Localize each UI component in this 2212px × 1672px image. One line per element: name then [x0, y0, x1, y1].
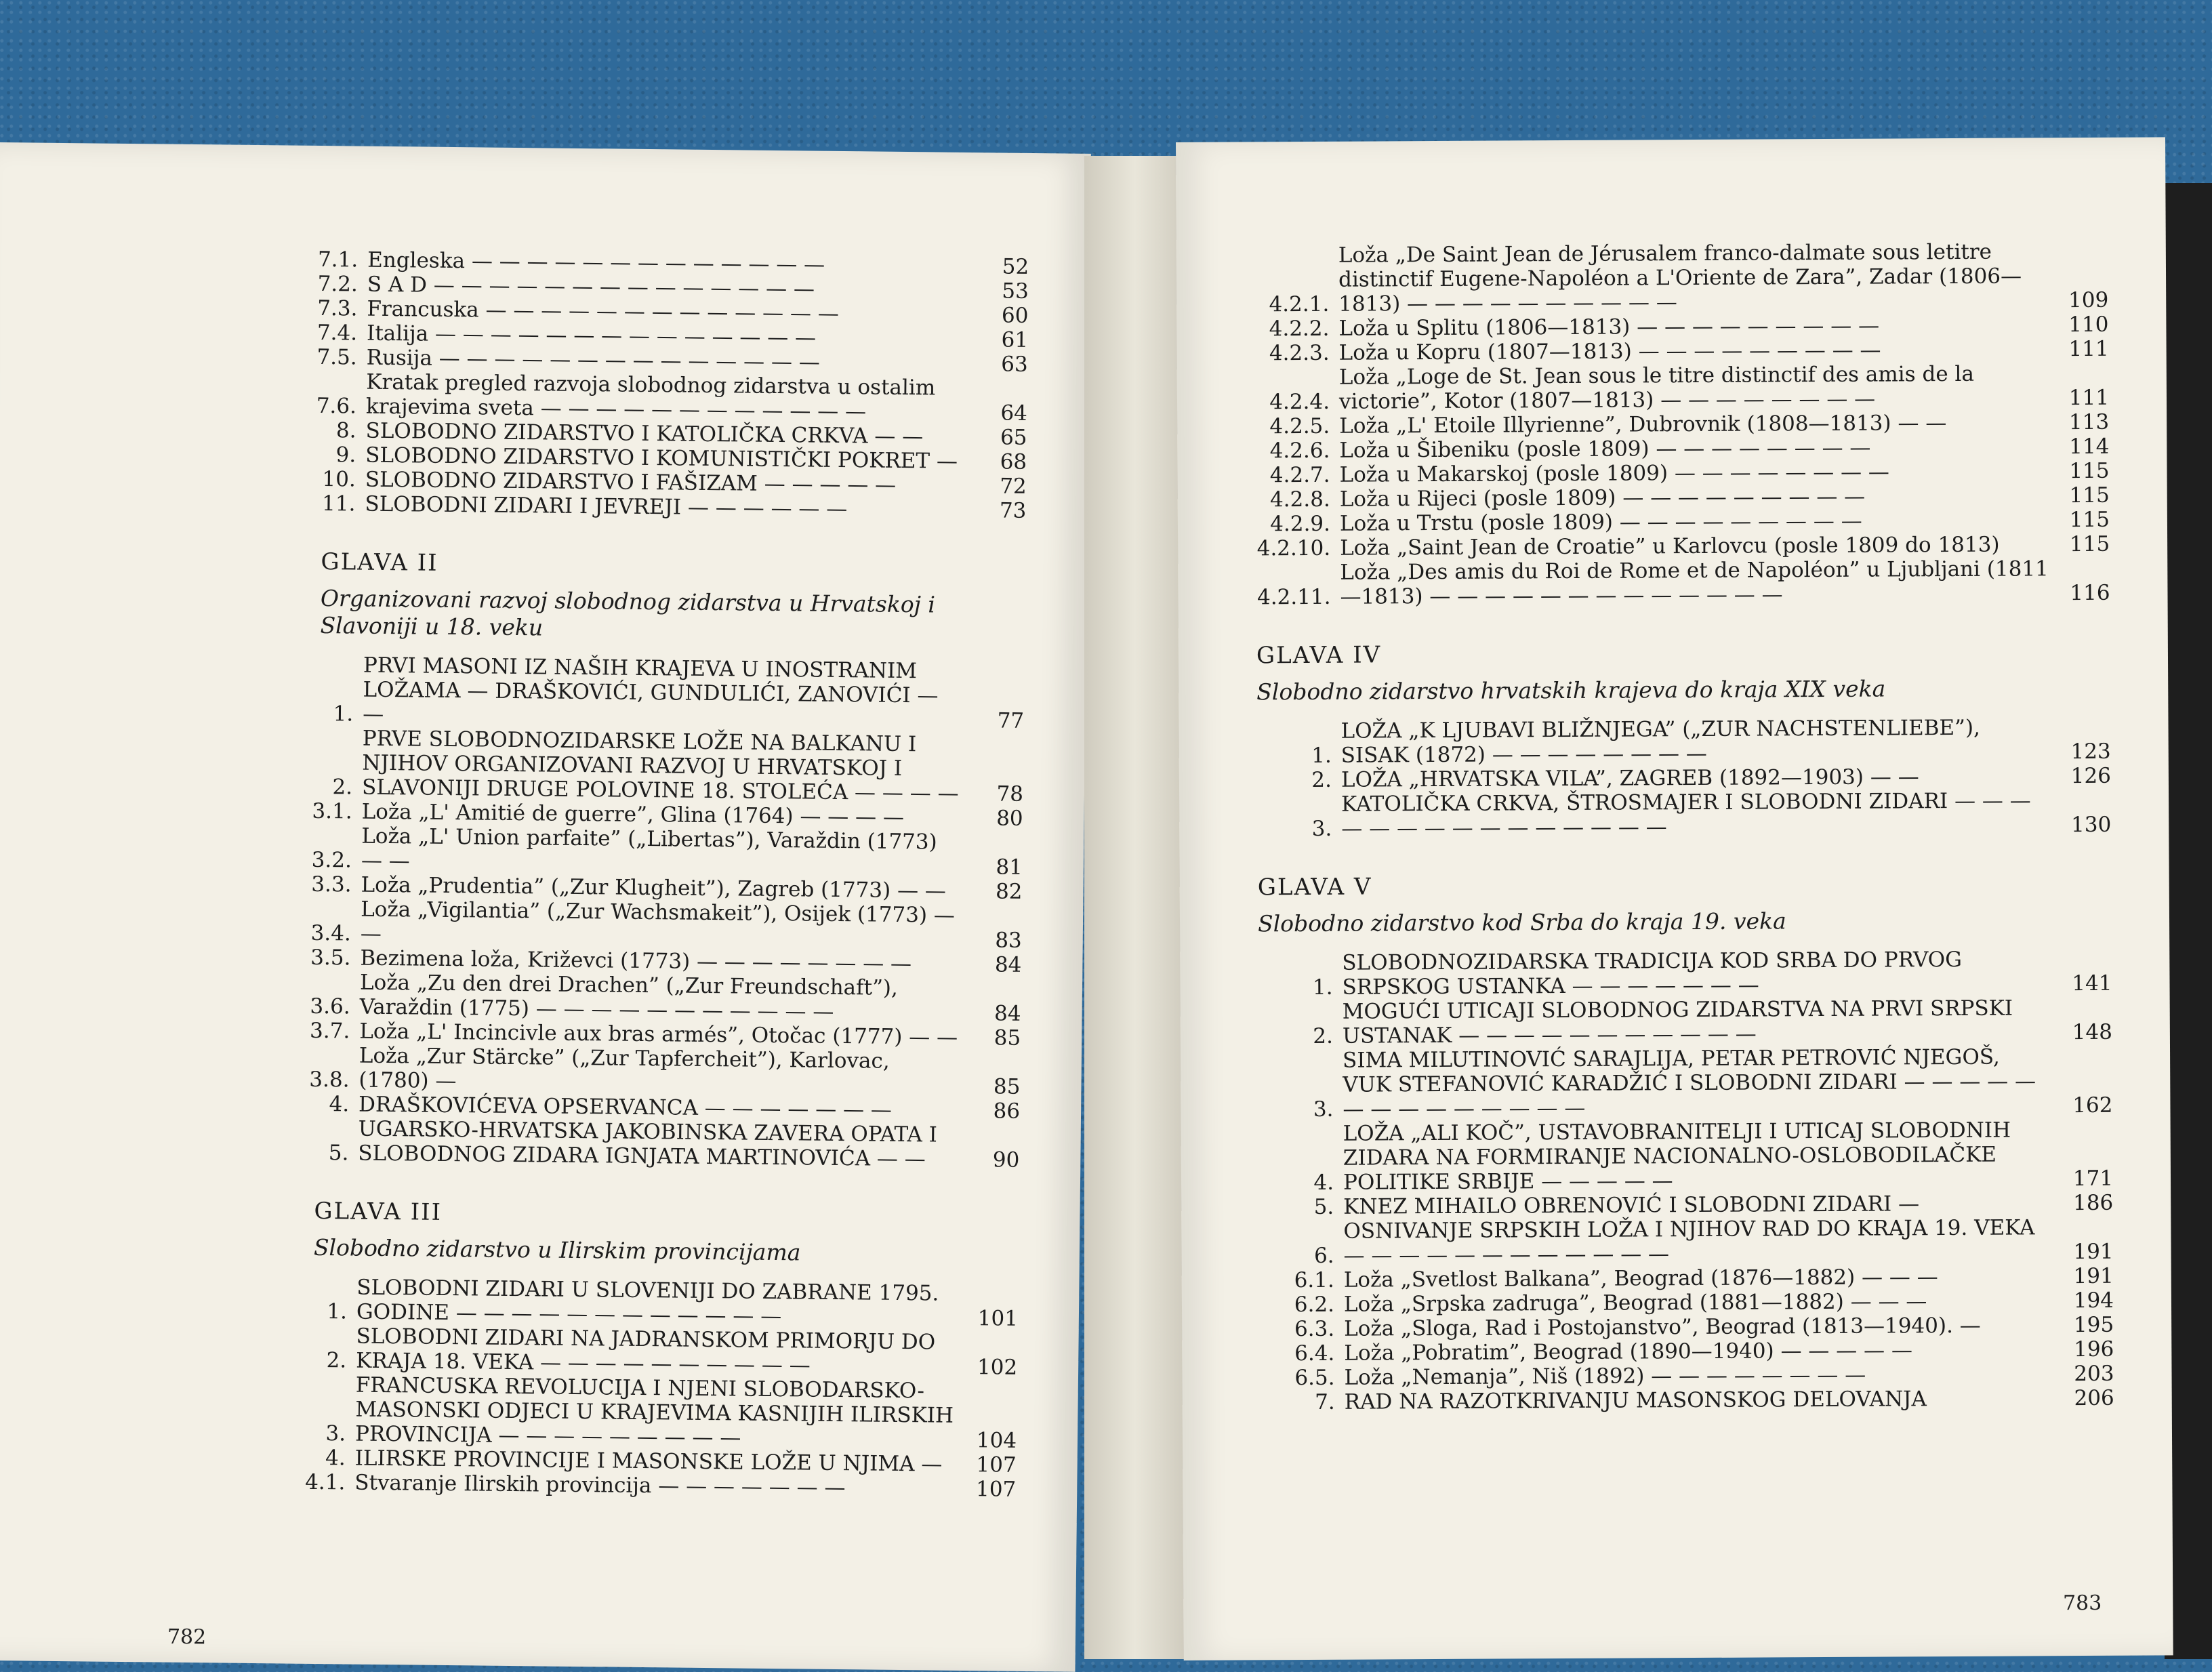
toc-entry-title: Stvaranje Ilirskih provincija — — — — — — —: [354, 1470, 846, 1501]
toc-entry-number: 6.3.: [1294, 1316, 1335, 1342]
toc-entry-page: 73: [999, 498, 1027, 523]
toc-entry-number: 9.: [335, 443, 356, 468]
toc-entry-page: 65: [1000, 425, 1027, 450]
toc-entry-title: Loža „Nemanja”, Niš (1892) — — — — — — — —: [1344, 1362, 1866, 1390]
toc-entry: [286, 1275, 1019, 1331]
toc-entry-title: LOŽA „ALI KOČ”, USTAVOBRANITELJI I UTICAJ SLOBODNIH ZIDARA NA FORMIRANJE NACIONALNO-OSLOBODILAČKE POLITIKE SRBIJE — — — — —: [1343, 1118, 2011, 1195]
toc-entry-title: PRVE SLOBODNOZIDARSKE LOŽE NA BALKANU I NJIHOV ORGANIZOVANI RAZVOJ U HRVATSKOJ I SLAVONIJI DRUGE POLOVINE 18. STOLEĆA — — — —: [361, 726, 959, 806]
toc-entry-page: 123: [2070, 739, 2111, 764]
toc-entry-number: 4.2.11.: [1256, 584, 1331, 610]
toc-entry-title: Loža „Srpska zadruga”, Beograd (1881—1882) — — —: [1343, 1289, 1927, 1317]
toc-entry-title: Loža „L' Etoile Illyrienne”, Dubrovnik (1808—1813) — —: [1339, 411, 1947, 439]
toc-entry-title: OSNIVANJE SRPSKIH LOŽA I NJIHOV RAD DO KRAJA 19. VEKA — — — — — — — — — — — —: [1343, 1215, 2035, 1268]
toc-entry-page: 84: [994, 1001, 1021, 1026]
toc-list-chapter2: [287, 653, 1025, 1173]
toc-list-left-top: [294, 247, 1029, 523]
toc-entry: [288, 1043, 1021, 1099]
toc-entry-page: 104: [976, 1428, 1017, 1453]
toc-entry-page: 206: [2074, 1385, 2114, 1411]
toc-entry-title: UGARSKO-HRVATSKA JAKOBINSKA ZAVERA OPATA I SLOBODNOG ZIDARA IGNJATA MARTINOVIĆA — —: [358, 1116, 938, 1172]
toc-entry-page: 85: [994, 1025, 1021, 1051]
toc-entry-title: Loža u Kopru (1807—1813) — — — — — — — — —: [1338, 338, 1881, 365]
toc-entry-number: 2.: [1311, 767, 1332, 792]
toc-entry-number: 4.: [1313, 1170, 1334, 1195]
chapter-heading: GLAVA V: [1257, 873, 1372, 901]
toc-entry-page: 194: [2073, 1288, 2114, 1313]
toc-entry-page: 126: [2070, 763, 2112, 789]
toc-entry-page: 60: [1001, 303, 1029, 328]
toc-entry-page: 109: [2068, 287, 2109, 313]
chapter-title: Slobodno zidarstvo u Ilirskim provincijama: [313, 1233, 801, 1266]
toc-entry: [1256, 715, 2110, 769]
toc-entry-page: 130: [2071, 812, 2112, 838]
toc-entry-number: 4.1.: [304, 1469, 346, 1495]
toc-entry-page: 115: [2069, 483, 2110, 508]
chapter-title: Organizovani razvoj slobodnog zidarstva u Hrvatskoj i Slavoniji u 18. veku: [320, 584, 936, 641]
toc-entry-page: 61: [1001, 327, 1029, 352]
toc-entry-number: 4.2.1.: [1269, 291, 1330, 317]
toc-entry-page: 68: [1000, 449, 1027, 474]
toc-entry-number: 3.: [1313, 1097, 1334, 1122]
toc-entry-number: 1.: [1312, 975, 1333, 1000]
right-toc: [1254, 239, 2114, 1415]
toc-entry-number: 1.: [1311, 743, 1332, 768]
toc-entry-title: SLOBODNI ZIDARI U SLOVENIJI DO ZABRANE 1795. GODINE — — — — — — — — — — — —: [356, 1275, 939, 1329]
toc-entry-page: 191: [2073, 1239, 2114, 1265]
toc-entry-title: PRVI MASONI IZ NAŠIH KRAJEVA U INOSTRANIM LOŽAMA — DRAŠKOVIĆI, GUNDULIĆI, ZANOVIĆI — —: [363, 653, 939, 727]
toc-entry-page: 81: [996, 855, 1023, 880]
toc-entry: [1258, 996, 2112, 1049]
page-number: 782: [167, 1625, 207, 1650]
right-page: [1176, 137, 2173, 1660]
toc-entry-number: 4.2.7.: [1269, 462, 1330, 488]
book-gutter: [1084, 156, 1186, 1659]
toc-entry-number: 7.6.: [316, 393, 357, 419]
toc-entry-title: Rusija — — — — — — — — — — — — — —: [366, 345, 821, 375]
left-page: [0, 142, 1091, 1672]
toc-entry-number: 7.3.: [317, 295, 358, 321]
chapter-title: Slobodno zidarstvo kod Srba do kraja 19. veka: [1257, 908, 1786, 937]
toc-entry-number: 3.2.: [311, 847, 352, 873]
toc-entry: [291, 823, 1023, 880]
toc-entry-number: 6.2.: [1294, 1292, 1335, 1318]
page-number: 783: [2062, 1591, 2102, 1616]
toc-entry-page: 107: [976, 1452, 1017, 1477]
toc-entry-page: 101: [977, 1306, 1019, 1331]
toc-entry-number: 2.: [326, 1348, 347, 1373]
toc-entry-title: SLOBODNOZIDARSKA TRADICIJA KOD SRBA DO PRVOG SRPSKOG USTANKA — — — — — — —: [1342, 947, 1963, 1000]
toc-entry-page: 64: [1000, 401, 1028, 426]
chapter-heading: GLAVA IV: [1256, 641, 1382, 670]
toc-entry-number: 2.: [332, 775, 353, 800]
toc-entry: [1256, 556, 2110, 610]
toc-entry-title: S A D — — — — — — — — — — — — — —: [367, 272, 815, 302]
toc-entry-title: KNEZ MIHAILO OBRENOVIĆ I SLOBODNI ZIDARI —: [1343, 1191, 1920, 1219]
toc-entry-title: Loža „Vigilantia” („Zur Wachsmakeit”), Osijek (1773) — —: [360, 897, 956, 946]
toc-entry-page: 162: [2072, 1093, 2113, 1118]
toc-entry-title: SIMA MILUTINOVIĆ SARAJLIJA, PETAR PETROVIĆ NJEGOŠ, VUK STEFANOVIĆ KARADŽIĆ I SLOBODNI ZIDARI — — — — — — — — — — — — — —: [1343, 1044, 2036, 1122]
toc-entry-title: Loža „Zur Stärcke” („Zur Tapfercheit”), Karlovac, (1780) —: [359, 1043, 890, 1094]
toc-entry-title: Loža „Svetlost Balkana”, Beograd (1876—1882) — — —: [1343, 1265, 1938, 1292]
toc-entry-title: Loža „L' Incincivle aux bras armés”, Otočac (1777) — —: [359, 1019, 958, 1050]
toc-entry-number: 7.: [1315, 1389, 1335, 1414]
toc-entry-number: 4.2.6.: [1269, 438, 1330, 464]
toc-entry-page: 203: [2074, 1361, 2114, 1387]
toc-entry: [1259, 1118, 2114, 1196]
toc-entry-page: 110: [2068, 312, 2109, 338]
toc-entry-number: 2.: [1313, 1023, 1334, 1048]
toc-list-right-top: [1254, 239, 2110, 610]
toc-entry-page: 102: [977, 1355, 1018, 1380]
toc-entry: [285, 1324, 1018, 1380]
toc-entry-number: 4.2.5.: [1269, 413, 1330, 439]
toc-entry: [291, 726, 1024, 807]
toc-entry-page: 114: [2069, 434, 2110, 460]
toc-entry-title: Kratak pregled razvoja slobodnog zidarstva u ostalim krajevima sveta — — — — — — — — — — — —: [365, 369, 936, 424]
toc-entry: [290, 897, 1023, 953]
toc-entry-number: 7.1.: [317, 247, 359, 272]
toc-entry-title: Loža „Des amis du Roi de Rome et de Napoléon” u Ljubljani (1811—1813) — — — — — — — — — — — — —: [1340, 556, 2049, 609]
toc-entry: [1257, 788, 2111, 842]
toc-entry-title: RAD NA RAZOTKRIVANJU MASONSKOG DELOVANJA: [1344, 1387, 1927, 1414]
toc-entry-title: Francuska — — — — — — — — — — — — —: [367, 296, 839, 326]
toc-entry-title: MOGUĆI UTICAJI SLOBODNOG ZIDARSTVA NA PRVI SRPSKI USTANAK — — — — — — — — — — —: [1342, 996, 2013, 1048]
toc-entry-page: 86: [993, 1099, 1021, 1124]
toc-entry-title: Loža „Pobratim”, Beograd (1890—1940) — — — — —: [1344, 1338, 1913, 1366]
chapter-title: Slobodno zidarstvo hrvatskih krajeva do kraja XIX veka: [1256, 675, 1886, 706]
toc-entry-number: 3.4.: [310, 920, 351, 946]
toc-entry-number: 6.1.: [1294, 1267, 1334, 1293]
toc-entry-page: 116: [2070, 580, 2110, 606]
toc-entry-number: 4.2.2.: [1269, 316, 1330, 342]
toc-entry-number: 4.2.3.: [1269, 340, 1330, 366]
toc-entry-number: 3.5.: [310, 945, 351, 971]
toc-entry-page: 63: [1001, 352, 1028, 377]
toc-entry-title: Loža „L' Amitié de guerre”, Glina (1764) — — — —: [361, 799, 905, 830]
toc-entry: [1258, 947, 2112, 1000]
toc-entry-number: 6.5.: [1294, 1365, 1335, 1391]
toc-entry: [1258, 1044, 2113, 1122]
toc-entry-number: 1.: [333, 701, 354, 727]
toc-list-chapter5: [1258, 947, 2114, 1415]
toc-entry-page: 195: [2073, 1312, 2114, 1338]
toc-entry-number: 7.5.: [316, 344, 357, 370]
toc-entry-title: Loža „Prudentia” („Zur Klugheit”), Zagreb (1773) — —: [361, 872, 947, 903]
toc-list-chapter4: [1256, 715, 2111, 842]
toc-entry-page: 72: [1000, 474, 1027, 499]
toc-entry-page: 115: [2069, 507, 2110, 533]
toc-entry-page: 82: [995, 879, 1023, 904]
toc-entry: [1255, 361, 2109, 415]
toc-entry-title: ILIRSKE PROVINCIJE I MASONSKE LOŽE U NJIMA —: [354, 1446, 943, 1477]
toc-entry-page: 186: [2072, 1190, 2114, 1216]
chapter-heading: GLAVA III: [314, 1197, 443, 1226]
toc-entry: [292, 653, 1025, 733]
toc-entry-title: Loža u Rijeci (posle 1809) — — — — — — — — —: [1339, 484, 1866, 512]
toc-entry-page: 111: [2068, 336, 2109, 362]
toc-entry-page: 53: [1002, 279, 1029, 304]
toc-entry-page: 148: [2072, 1019, 2112, 1045]
toc-entry-page: 84: [994, 952, 1022, 977]
toc-entry-title: Loža u Makarskoj (posle 1809) — — — — — — — —: [1339, 460, 1889, 487]
toc-entry-number: 3.8.: [309, 1067, 350, 1093]
toc-entry: [289, 970, 1021, 1026]
toc-entry-title: Loža u Šibeniku (posle 1809) — — — — — — — —: [1339, 435, 1871, 463]
toc-entry-page: 115: [2069, 458, 2110, 484]
toc-entry-page: 80: [996, 806, 1023, 831]
toc-entry-number: 3.: [1311, 816, 1332, 841]
toc-entry-title: SLOBODNO ZIDARSTVO I FAŠIZAM — — — — —: [365, 467, 897, 497]
toc-entry-number: 10.: [322, 467, 356, 492]
toc-entry-title: Loža „Sloga, Rad i Postojanstvo”, Beograd (1813—1940). —: [1344, 1313, 1981, 1341]
toc-entry-number: 4.2.4.: [1269, 389, 1330, 415]
toc-entry-number: 4.: [325, 1446, 346, 1471]
toc-entry-number: 4.: [329, 1092, 350, 1117]
toc-entry-title: Loža „L' Union parfaite” („Libertas”), Varaždin (1773) — —: [361, 823, 937, 874]
toc-entry: [285, 1372, 1017, 1453]
toc-entry-number: 1.: [327, 1299, 348, 1324]
toc-entry-page: 85: [993, 1074, 1021, 1099]
toc-entry-page: 141: [2072, 971, 2112, 996]
toc-entry-number: 5.: [1313, 1194, 1334, 1219]
toc-entry-page: 83: [995, 928, 1022, 953]
toc-entry-title: Italija — — — — — — — — — — — — — —: [366, 321, 817, 350]
toc-entry-number: 3.3.: [311, 872, 352, 897]
toc-entry-page: 52: [1002, 254, 1029, 279]
toc-entry-page: 111: [2068, 385, 2110, 411]
toc-list-chapter3: [284, 1275, 1018, 1502]
toc-entry-title: KATOLIČKA CRKVA, ŠTROSMAJER I SLOBODNI ZIDARI — — — — — — — — — — — — — — —: [1341, 788, 2031, 841]
toc-entry-title: Loža u Splitu (1806—1813) — — — — — — — — —: [1338, 313, 1880, 341]
toc-entry-number: 7.4.: [316, 320, 358, 346]
toc-entry-title: FRANCUSKA REVOLUCIJA I NJENI SLOBODARSKO-MASONSKI ODJECI U KRAJEVIMA KASNIJIH ILIRSKIH PROVINCIJA — — — — — — — — —: [354, 1372, 954, 1450]
toc-entry-title: SLOBODNI ZIDARI I JEVREJI — — — — — —: [365, 491, 848, 522]
toc-entry-number: 4.2.9.: [1270, 511, 1331, 537]
toc-entry: [287, 1116, 1020, 1173]
toc-entry-page: 77: [997, 708, 1025, 733]
toc-entry-number: 3.7.: [309, 1018, 350, 1044]
toc-entry: [295, 369, 1028, 426]
toc-entry-title: SLOBODNI ZIDARI NA JADRANSKOM PRIMORJU DO KRAJA 18. VEKA — — — — — — — — — —: [356, 1324, 936, 1378]
toc-entry-title: Loža u Trstu (posle 1809) — — — — — — — — —: [1339, 508, 1862, 536]
toc-entry-page: 196: [2074, 1337, 2114, 1362]
toc-entry-title: LOŽA „HRVATSKA VILA”, ZAGREB (1892—1903) — —: [1340, 764, 1919, 792]
toc-entry-title: Loža „De Saint Jean de Jérusalem franco-dalmate sous letitre distinctif Eugene-Napoléon a L'Oriente de Zara”, Zadar (1806—1813) — — — — — — — — — —: [1338, 239, 2022, 317]
toc-entry-number: 3.: [325, 1421, 346, 1446]
toc-entry-number: 7.2.: [317, 271, 359, 297]
toc-entry-title: Loža „Loge de St. Jean sous le titre distinctif des amis de la victorie”, Kotor (1807—1813) — — — — — — — —: [1338, 361, 1974, 414]
toc-entry-title: Loža „Zu den drei Drachen” („Zur Freundschaft”), Varaždin (1775) — — — — — — — — — — —: [359, 970, 899, 1024]
chapter-heading: GLAVA II: [321, 548, 438, 577]
toc-entry-number: 8.: [335, 418, 356, 443]
toc-entry: [1254, 239, 2109, 317]
toc-entry-page: 171: [2072, 1166, 2114, 1191]
toc-entry-number: 6.4.: [1294, 1341, 1335, 1366]
toc-entry-page: 113: [2068, 409, 2110, 435]
toc-entry-number: 4.2.10.: [1256, 535, 1331, 561]
toc-entry-number: 5.: [328, 1141, 349, 1166]
toc-entry-title: SLOBODNO ZIDARSTVO I KATOLIČKA CRKVA — —: [365, 418, 924, 449]
toc-entry-title: DRAŠKOVIĆEVA OPSERVANCA — — — — — — —: [358, 1092, 893, 1122]
toc-entry-title: Engleska — — — — — — — — — — — — —: [367, 247, 825, 277]
toc-entry-number: 11.: [321, 491, 356, 516]
toc-entry-page: 90: [992, 1147, 1020, 1173]
toc-entry-page: 191: [2073, 1263, 2114, 1289]
toc-entry-title: SLOBODNO ZIDARSTVO I KOMUNISTIČKI POKRET —: [365, 443, 958, 474]
toc-entry-title: LOŽA „K LJUBAVI BLIŽNJEGA” („ZUR NACHSTENLIEBE”), SISAK (1872) — — — — — — — —: [1340, 715, 1980, 768]
toc-entry-title: Loža „Saint Jean de Croatie” u Karlovcu (posle 1809 do 1813): [1340, 532, 2000, 560]
toc-entry-page: 78: [996, 781, 1024, 807]
toc-entry: [1261, 1386, 2114, 1415]
toc-entry-number: 3.6.: [310, 994, 350, 1019]
toc-entry-page: 115: [2069, 531, 2110, 557]
left-toc: [284, 247, 1029, 1502]
toc-entry-number: 3.1.: [312, 798, 352, 824]
toc-entry-number: 6.: [1313, 1243, 1334, 1268]
toc-entry-title: Bezimena loža, Križevci (1773) — — — — — — — —: [360, 945, 912, 977]
toc-entry-number: 4.2.8.: [1269, 487, 1330, 512]
toc-entry-page: 107: [975, 1477, 1017, 1502]
toc-entry: [1259, 1215, 2113, 1269]
